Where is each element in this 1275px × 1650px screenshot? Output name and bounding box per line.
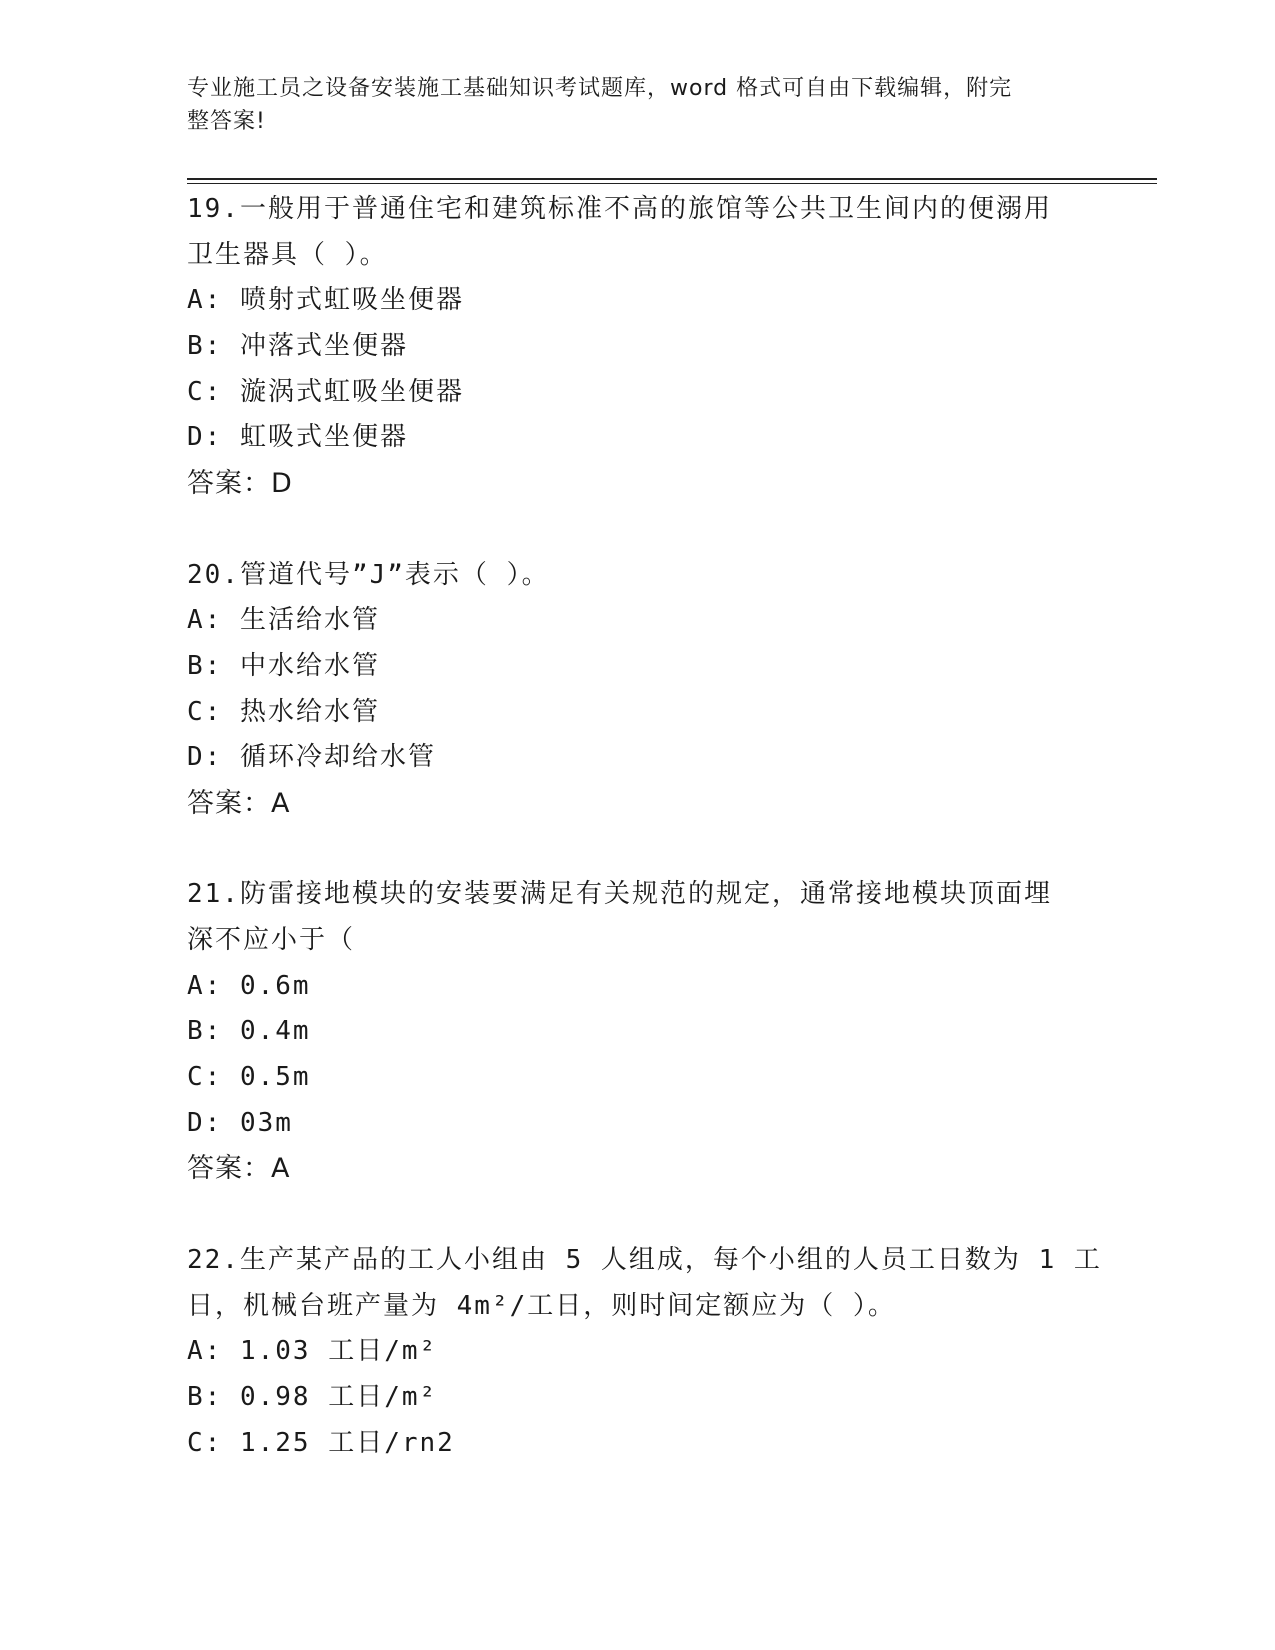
document-header (187, 72, 1087, 138)
question-stem-line: 20.管道代号”J”表示（ ）。 (187, 559, 550, 590)
question-spacer (187, 1192, 1087, 1238)
question-19 (187, 187, 1087, 507)
header-divider-thin (187, 183, 1157, 184)
header-title-line-2: 整答案! (187, 109, 266, 134)
answer-label: 答案：A (187, 1153, 291, 1185)
question-stem-line: 日，机械台班产量为 4m²/工日，则时间定额应为（ ）。 (187, 1290, 896, 1321)
question-stem-line: 深不应小于（ (187, 925, 356, 955)
question-list (187, 187, 1102, 1466)
option-d: D: 03m (187, 1107, 293, 1138)
option-c: C: 漩涡式虹吸坐便器 (187, 376, 464, 407)
option-d: D: 虹吸式坐便器 (187, 422, 408, 453)
option-b: B: 0.4m (187, 1016, 311, 1047)
header-divider-thick (187, 178, 1157, 180)
option-d: D: 循环冷却给水管 (187, 742, 436, 773)
option-a: A: 1.03 工日/m² (187, 1336, 438, 1367)
question-stem-line: 21.防雷接地模块的安装要满足有关规范的规定，通常接地模块顶面埋 (187, 879, 1052, 910)
option-a: A: 0.6m (187, 970, 311, 1001)
question-stem-line: 22.生产某产品的工人小组由 5 人组成，每个小组的人员工日数为 1 工 (187, 1244, 1102, 1275)
question-stem-line: 卫生器具（ ）。 (187, 239, 388, 270)
option-a: A: 生活给水管 (187, 605, 380, 636)
question-21 (187, 872, 1087, 1192)
option-a: A: 喷射式虹吸坐便器 (187, 285, 464, 316)
question-20 (187, 553, 1087, 827)
option-b: B: 中水给水管 (187, 650, 380, 681)
question-spacer (187, 507, 1087, 553)
answer-label: 答案：D (187, 468, 293, 500)
option-b: B: 冲落式坐便器 (187, 331, 408, 362)
option-c: C: 热水给水管 (187, 696, 380, 727)
option-c: C: 0.5m (187, 1062, 311, 1093)
header-title-line-1: 专业施工员之设备安装施工基础知识考试题库，word 格式可自由下载编辑，附完 (187, 76, 1013, 101)
option-b: B: 0.98 工日/m² (187, 1381, 438, 1412)
question-22 (187, 1238, 1102, 1466)
question-spacer (187, 827, 1087, 873)
answer-label: 答案：A (187, 787, 291, 819)
option-c: C: 1.25 工日/rn2 (187, 1427, 455, 1458)
question-stem-line: 19.一般用于普通住宅和建筑标准不高的旅馆等公共卫生间内的便溺用 (187, 194, 1052, 224)
